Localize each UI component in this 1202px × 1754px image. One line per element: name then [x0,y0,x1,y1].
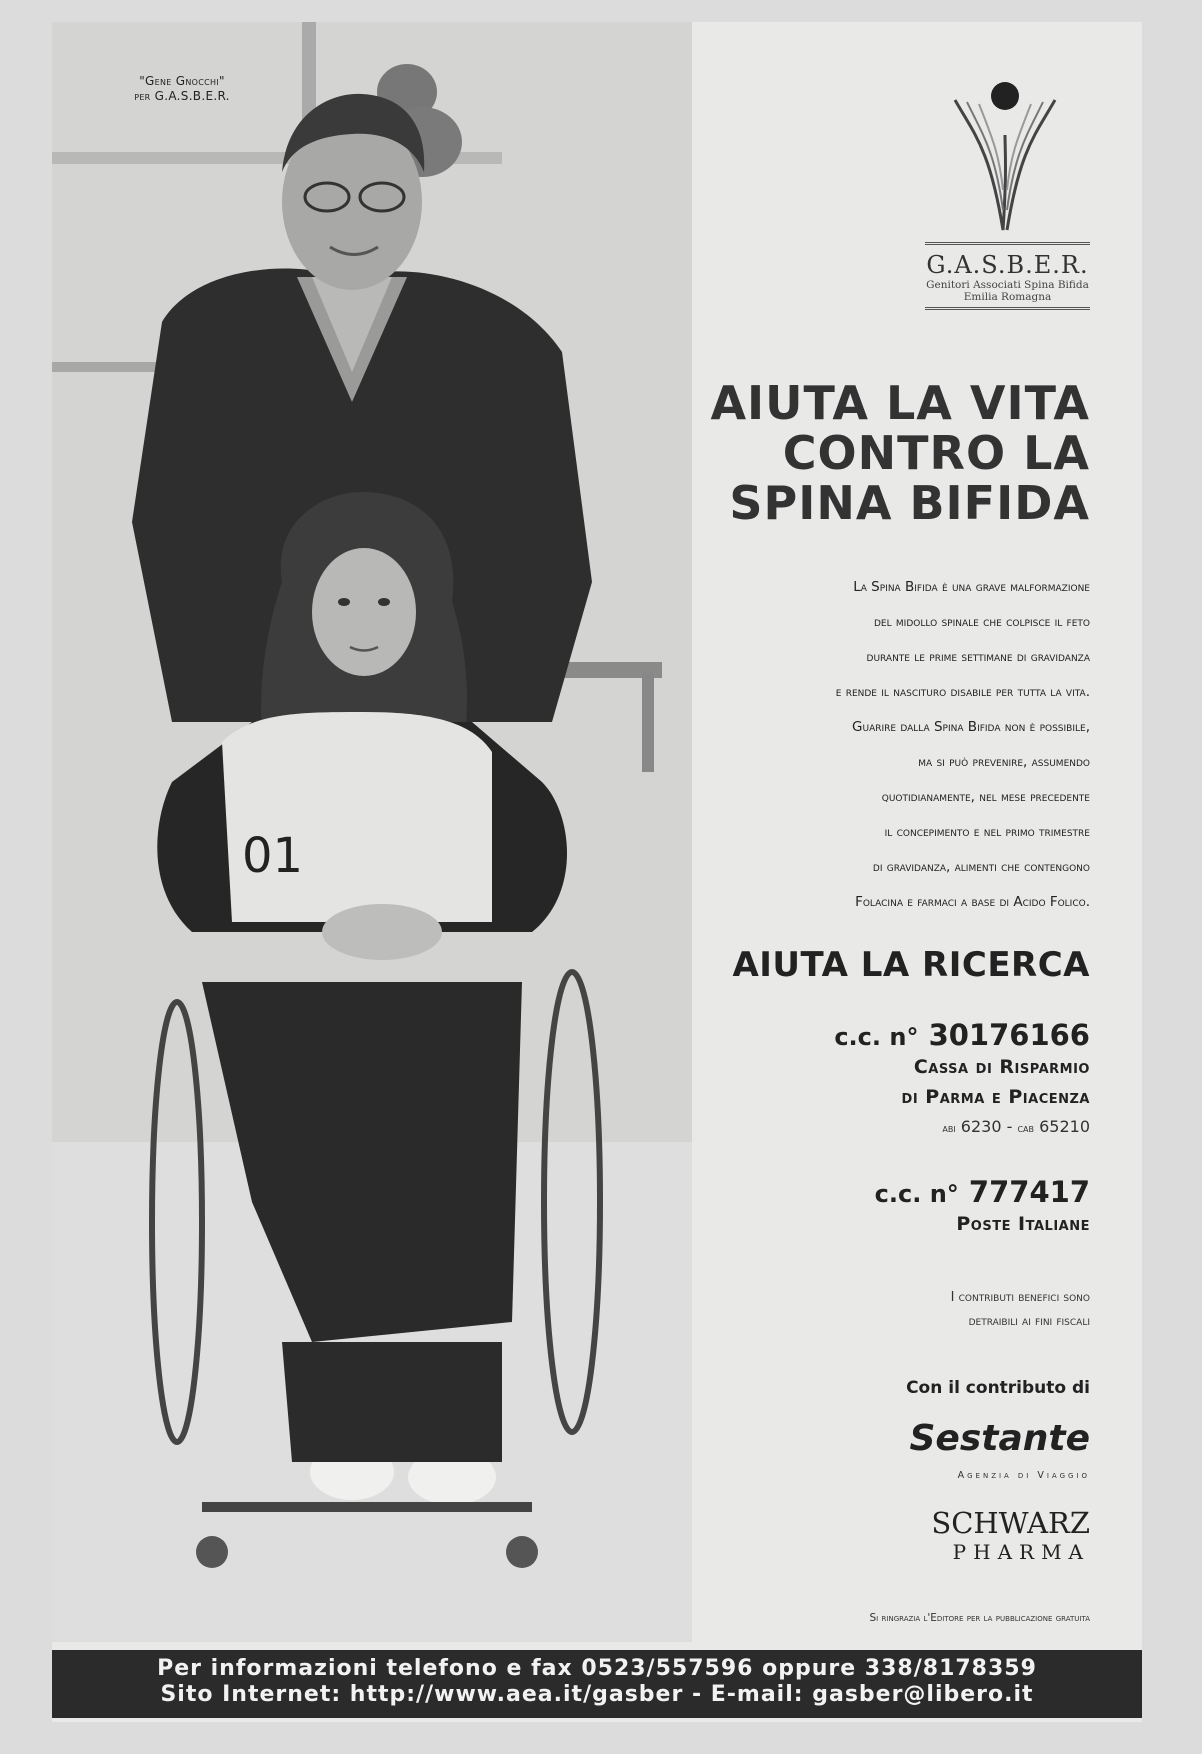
bank-account-2 [875,1175,1090,1239]
body-line: quotidianamente, nel mese precedente [881,789,1090,805]
body-line: e rende il nascituro disabile per tutta la vita. [835,684,1090,700]
bank-account-1 [834,1018,1090,1144]
body-line: durante le prime settimane di gravidanza [866,649,1090,665]
body-line: Folacina e farmaci a base di Acido Folico. [855,894,1090,910]
logo-sub-1: Genitori Associati Spina Bifida [926,279,1089,291]
account-1-bank-line-2: di Parma e Piacenza [901,1086,1090,1108]
pharma-logo-sub: PHARMA [952,1540,1090,1564]
body-line: La Spina Bifida è una grave malformazione [853,579,1090,595]
headline-line-2: CONTRO LA [782,426,1090,480]
cab-code: 65210 [1039,1117,1090,1136]
logo-sub-2: Emilia Romagna [963,291,1052,303]
abi-code: 6230 [960,1117,1002,1136]
account-1-bank-line-1: Cassa di Risparmio [913,1056,1090,1078]
account-1-number: 30176166 [928,1018,1090,1052]
tax-line-1: I contributi benefici sono [950,1290,1090,1305]
sestante-subtitle: Agenzia di Viaggio [957,1470,1090,1481]
photo-man-and-girl-in-wheelchair [52,22,692,1642]
body-line: Guarire dalla Spina Bifida non è possibile, [852,719,1090,735]
sub-headline: AIUTA LA RICERCA [732,945,1090,985]
account-1-prefix: c.c. n° [834,1023,919,1051]
body-paragraph [620,570,1090,920]
account-2-bank: Poste Italiane [956,1213,1090,1235]
headline-line-1: AIUTA LA VITA [710,376,1090,430]
footer-phone-line: Per informazioni telefono e fax 0523/557596 oppure 338/8178359 [157,1656,1037,1681]
jersey-number: 01 [242,828,304,884]
photo-credit [102,74,262,104]
photo-illustration [52,22,692,1642]
credit-line-1: "Gene Gnocchi" [139,74,225,88]
tax-line-2: detraibili ai fini fiscali [968,1314,1090,1329]
sestante-logo: Sestante [909,1418,1090,1459]
body-line: il concepimento e nel primo trimestre [884,824,1090,840]
account-1-number-line [834,1018,1090,1052]
gasber-logo [925,242,1090,310]
logo-name: G.A.S.B.E.R. [926,251,1089,279]
body-line: ma si può prevenire, assumendo [918,754,1090,770]
account-2-number: 777417 [968,1175,1090,1209]
account-2-number-line [875,1175,1090,1209]
account-2-prefix: c.c. n° [874,1180,959,1208]
headline [570,378,1090,528]
contribution-label: Con il contributo di [906,1378,1090,1398]
tax-deduction-note [951,1286,1090,1334]
contact-footer [52,1650,1142,1718]
footer-web-line: Sito Internet: http://www.aea.it/gasber - E-mail: gasber@libero.it [160,1682,1034,1707]
headline-line-3: SPINA BIFIDA [729,476,1090,530]
abi-label: abi [942,1122,956,1135]
credit-line-2: per G.A.S.B.E.R. [134,89,230,103]
gasber-logo-icon [945,80,1065,240]
account-1-codes: abi 6230 - cab 65210 [942,1117,1090,1136]
publisher-thanks: Si ringrazia l'Editore per la pubblicazione gratuita [869,1612,1090,1624]
cab-label: cab [1017,1122,1034,1135]
schwarz-logo: SCHWARZ [931,1506,1090,1540]
body-line: di gravidanza, alimenti che contengono [872,859,1090,875]
body-line: del midollo spinale che colpisce il feto [874,614,1090,630]
